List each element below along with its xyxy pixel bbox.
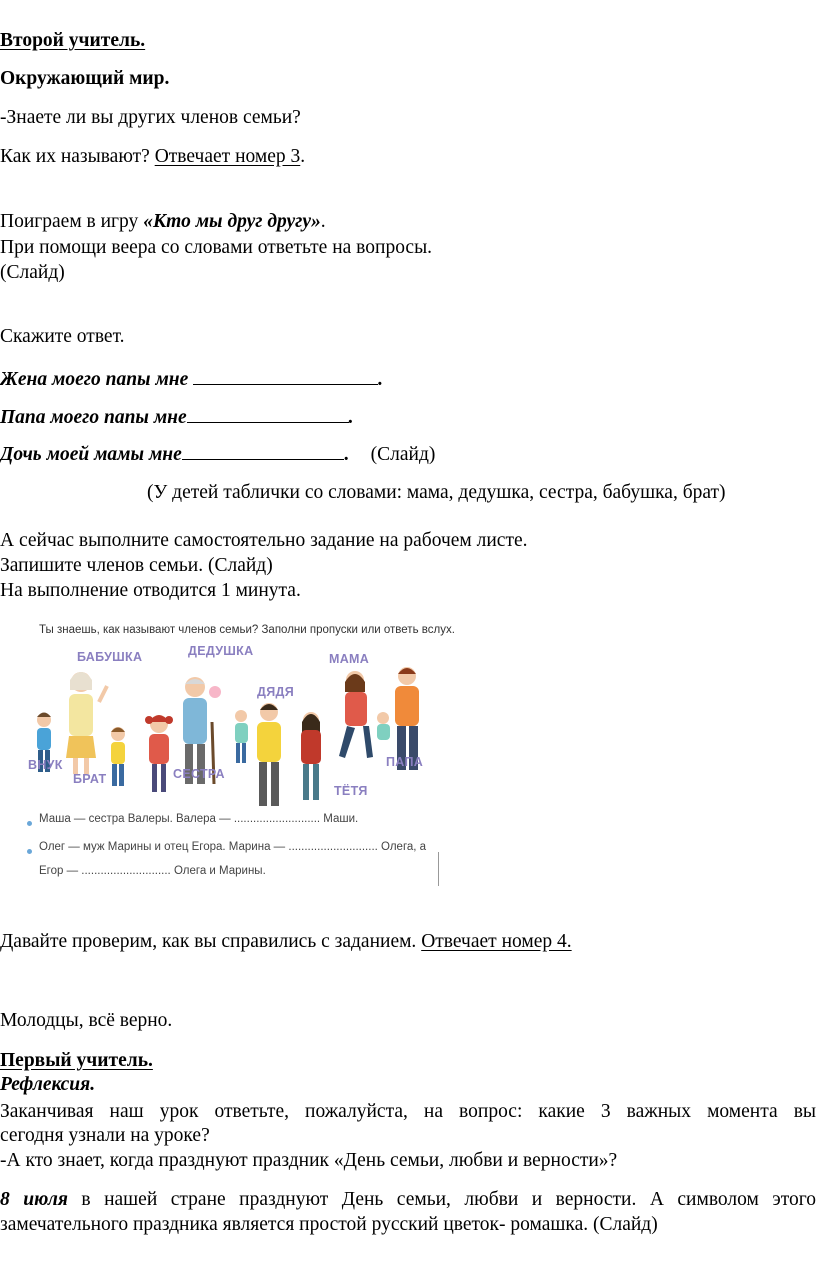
mom-figure <box>339 671 373 758</box>
role-label: МАМА <box>329 652 370 666</box>
subject-heading: Окружающий мир. <box>0 68 170 89</box>
aunt-figure <box>301 712 321 800</box>
teacher-heading: Первый учитель. <box>0 1050 153 1071</box>
cards-note: (У детей таблички со словами: мама, дедушка, сестра, бабушка, брат) <box>147 482 726 503</box>
divider <box>438 852 439 886</box>
holiday-date: 8 июля <box>0 1189 68 1210</box>
answerer-note: Отвечает номер 4. <box>421 931 572 952</box>
answer-prompt: Скажите ответ. <box>0 326 125 347</box>
child-figure <box>377 712 390 740</box>
question-line: -Знаете ли вы других членов семьи? <box>0 107 301 128</box>
role-label: ПАПА <box>386 755 424 769</box>
role-label: ДЯДЯ <box>257 685 294 699</box>
check-line: Давайте проверим, как вы справились с заданием. Отвечает номер 4. <box>0 931 572 952</box>
game-intro: Поиграем в игру «Кто мы друг другу». <box>0 211 326 232</box>
paragraph-line: замечательного праздника является простой русский цветок- ромашка. (Слайд) <box>0 1214 658 1235</box>
worksheet-image <box>25 612 455 887</box>
paragraph-line: Заканчивая наш урок ответьте, пожалуйста, на вопрос: какие 3 важных момента вы <box>0 1101 816 1122</box>
question-line: Как их называют? Отвечает номер 3. <box>0 146 306 167</box>
brother-figure <box>111 727 125 786</box>
role-label: БРАТ <box>73 772 107 786</box>
task-line: А сейчас выполните самостоятельно задание на рабочем листе. <box>0 530 528 551</box>
game-name: «Кто мы друг другу» <box>143 211 321 232</box>
task-line: На выполнение отводится 1 минута. <box>0 580 301 601</box>
answer-question: Жена моего папы мне . <box>0 366 383 392</box>
teacher-heading: Второй учитель. <box>0 30 146 51</box>
game-instruction: При помощи веера со словами ответьте на вопросы. <box>0 237 433 258</box>
worksheet-task: Маша — сестра Валеры. Валера — ........................... Маши. <box>39 813 359 825</box>
worksheet-task: Егор — ............................ Олега и Марины. <box>39 865 266 877</box>
family-illustration <box>25 642 445 842</box>
role-label: СЕСТРА <box>173 767 225 781</box>
worksheet-task: Олег — муж Марины и отец Егора. Марина — ............................ Олега, а <box>39 841 427 853</box>
answer-question: Дочь моей мамы мне . (Слайд) <box>0 441 435 467</box>
answer-blank <box>182 441 344 460</box>
paragraph-line: -А кто знает, когда празднуют праздник «День семьи, любви и верности»? <box>0 1150 618 1171</box>
bullet-icon <box>27 821 32 826</box>
role-label: ВНУК <box>28 758 63 772</box>
answer-blank <box>193 366 378 385</box>
answer-blank <box>187 404 349 423</box>
paragraph-line: 8 июля в нашей стране празднуют День семьи, любви и верности. А символом этого <box>0 1189 816 1210</box>
role-label: ДЕДУШКА <box>188 644 254 658</box>
uncle-figure <box>257 703 281 806</box>
subject-heading: Рефлексия. <box>0 1074 96 1095</box>
task-line: Запишите членов семьи. (Слайд) <box>0 555 273 576</box>
bullet-icon <box>27 849 32 854</box>
answerer-note: Отвечает номер 3 <box>154 146 301 167</box>
praise-line: Молодцы, всё верно. <box>0 1010 173 1031</box>
worksheet-title: Ты знаешь, как называют членов семьи? Заполни пропуски или ответь вслух. <box>39 624 455 636</box>
grandma-figure <box>66 672 107 774</box>
sister-figure <box>145 715 173 792</box>
paragraph-line: сегодня узнали на уроке? <box>0 1125 210 1146</box>
boy-figure <box>235 710 248 763</box>
role-label: БАБУШКА <box>77 650 143 664</box>
answer-question: Папа моего папы мне . <box>0 404 354 430</box>
slide-note: (Слайд) <box>0 262 65 283</box>
role-label: ТЁТЯ <box>334 784 368 798</box>
